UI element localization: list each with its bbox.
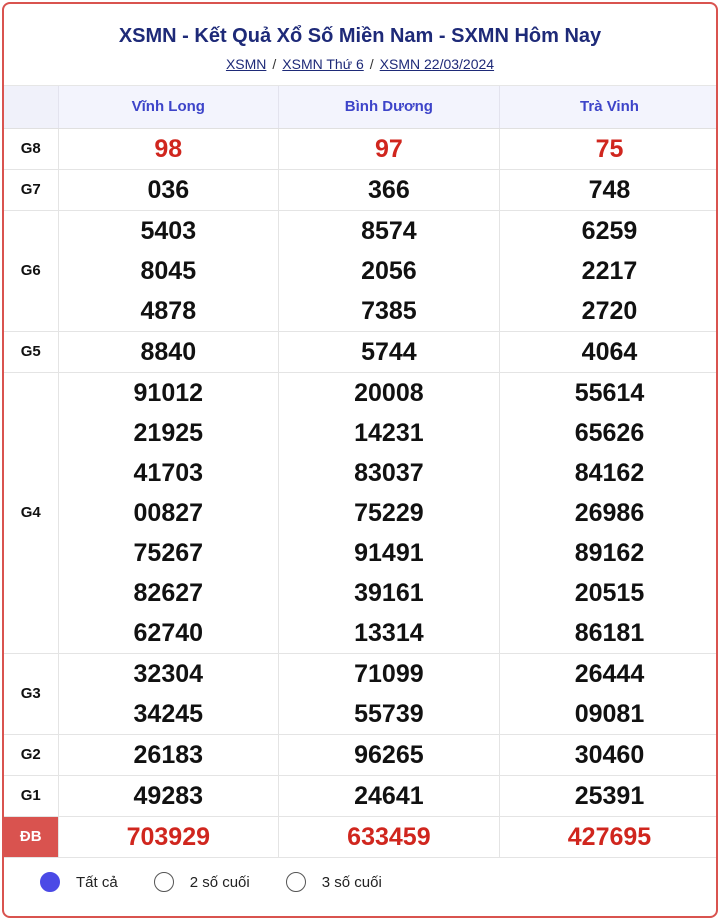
digit-filter bbox=[4, 844, 718, 918]
header-corner bbox=[4, 86, 58, 128]
prize-number: 4878 bbox=[140, 296, 197, 325]
prize-number: 366 bbox=[368, 175, 410, 204]
prize-number: 26444 bbox=[574, 659, 645, 688]
prize-row-g4 bbox=[4, 372, 718, 653]
prize-label: G1 bbox=[4, 775, 58, 816]
results-table bbox=[4, 86, 718, 858]
prize-number: 82627 bbox=[133, 578, 204, 607]
prize-cell bbox=[499, 331, 718, 372]
prize-cell bbox=[499, 653, 718, 734]
province-header[interactable]: Bình Dương bbox=[279, 86, 500, 128]
prize-number: 71099 bbox=[354, 659, 424, 688]
prize-cell bbox=[279, 734, 500, 775]
filter-option-label: 2 số cuối bbox=[189, 873, 250, 891]
prize-label: G4 bbox=[4, 372, 58, 653]
prize-row-g5 bbox=[4, 331, 718, 372]
prize-number: 20515 bbox=[574, 578, 645, 607]
prize-cell bbox=[279, 331, 500, 372]
prize-cell bbox=[58, 775, 279, 816]
prize-number: 13314 bbox=[354, 618, 424, 647]
prize-number: 427695 bbox=[567, 822, 652, 851]
prize-label: G3 bbox=[4, 653, 58, 734]
breadcrumb-link-weekday[interactable]: XSMN Thứ 6 bbox=[282, 56, 364, 72]
prize-cell bbox=[279, 210, 500, 331]
prize-label: G6 bbox=[4, 210, 58, 331]
prize-row-g2 bbox=[4, 734, 718, 775]
breadcrumb-link-xsmn[interactable]: XSMN bbox=[225, 56, 267, 72]
prize-number: 32304 bbox=[133, 659, 204, 688]
prize-number: 24641 bbox=[354, 781, 424, 810]
prize-number: 5403 bbox=[140, 216, 197, 245]
radio-button[interactable] bbox=[40, 872, 60, 892]
prize-cell bbox=[279, 372, 500, 653]
prize-number: 75 bbox=[595, 134, 624, 163]
prize-cell bbox=[499, 210, 718, 331]
prize-number: 2217 bbox=[581, 256, 638, 285]
province-header[interactable]: Vĩnh Long bbox=[58, 86, 279, 128]
prize-cell bbox=[58, 128, 279, 169]
prize-number: 2720 bbox=[581, 296, 638, 325]
prize-number: 62740 bbox=[133, 618, 204, 647]
prize-row-g6 bbox=[4, 210, 718, 331]
prize-cell bbox=[279, 653, 500, 734]
results-card bbox=[2, 2, 718, 918]
prize-number: 39161 bbox=[354, 578, 424, 607]
filter-option-label: Tất cả bbox=[76, 873, 118, 891]
prize-number: 97 bbox=[374, 134, 403, 163]
prize-label: G7 bbox=[4, 169, 58, 210]
filter-option-label: 3 số cuối bbox=[321, 873, 382, 891]
prize-number: 65626 bbox=[574, 418, 645, 447]
prize-number: 748 bbox=[588, 175, 631, 204]
prize-number: 86181 bbox=[574, 618, 645, 647]
prize-number: 26183 bbox=[133, 740, 204, 769]
prize-number: 2056 bbox=[361, 256, 417, 285]
prize-number: 83037 bbox=[354, 458, 424, 487]
prize-cell bbox=[499, 775, 718, 816]
prize-cell bbox=[279, 775, 500, 816]
prize-cell bbox=[58, 169, 279, 210]
prize-cell bbox=[279, 128, 500, 169]
prize-number: 30460 bbox=[574, 740, 645, 769]
prize-cell bbox=[58, 331, 279, 372]
prize-cell bbox=[58, 210, 279, 331]
prize-row-g7 bbox=[4, 169, 718, 210]
prize-number: 21925 bbox=[133, 418, 204, 447]
prize-number: 20008 bbox=[354, 378, 424, 407]
prize-cell bbox=[279, 169, 500, 210]
breadcrumb-separator: / bbox=[369, 56, 374, 72]
filter-option-last-2[interactable] bbox=[154, 872, 250, 892]
prize-number: 8840 bbox=[140, 337, 197, 366]
prize-number: 8574 bbox=[361, 216, 417, 245]
prize-row-g1 bbox=[4, 775, 718, 816]
prize-number: 036 bbox=[147, 175, 190, 204]
prize-number: 26986 bbox=[574, 498, 645, 527]
prize-cell bbox=[58, 653, 279, 734]
prize-number: 7385 bbox=[361, 296, 417, 325]
province-header-row bbox=[4, 86, 718, 128]
prize-number: 25391 bbox=[574, 781, 645, 810]
prize-number: 55739 bbox=[354, 699, 424, 728]
breadcrumb bbox=[4, 55, 716, 73]
filter-option-last-3[interactable] bbox=[286, 872, 382, 892]
prize-label: G8 bbox=[4, 128, 58, 169]
prize-number: 84162 bbox=[574, 458, 645, 487]
prize-number: 14231 bbox=[354, 418, 424, 447]
prize-number: 49283 bbox=[133, 781, 204, 810]
prize-cell bbox=[58, 734, 279, 775]
prize-number: 4064 bbox=[581, 337, 638, 366]
prize-number: 91012 bbox=[133, 378, 204, 407]
prize-number: 75267 bbox=[133, 538, 204, 567]
filter-option-all[interactable] bbox=[40, 872, 118, 892]
prize-number: 34245 bbox=[133, 699, 204, 728]
prize-number: 41703 bbox=[133, 458, 204, 487]
radio-button[interactable] bbox=[154, 872, 174, 892]
prize-row-g3 bbox=[4, 653, 718, 734]
prize-label: G2 bbox=[4, 734, 58, 775]
prize-number: 91491 bbox=[354, 538, 424, 567]
prize-cell bbox=[499, 734, 718, 775]
page-title: XSMN - Kết Quả Xổ Số Miền Nam - SXMN Hôm Nay bbox=[118, 25, 602, 47]
prize-cell bbox=[499, 128, 718, 169]
prize-number: 98 bbox=[154, 134, 183, 163]
prize-number: 75229 bbox=[354, 498, 424, 527]
breadcrumb-separator: / bbox=[272, 56, 277, 72]
prize-number: 5744 bbox=[361, 337, 417, 366]
results-header bbox=[4, 4, 716, 86]
prize-number: 8045 bbox=[140, 256, 197, 285]
prize-rows bbox=[4, 128, 718, 857]
prize-cell bbox=[58, 372, 279, 653]
prize-number: 89162 bbox=[574, 538, 645, 567]
prize-label: ĐB bbox=[4, 816, 58, 857]
prize-cell bbox=[499, 372, 718, 653]
prize-number: 00827 bbox=[133, 498, 204, 527]
prize-number: 703929 bbox=[126, 822, 211, 851]
prize-row-g8 bbox=[4, 128, 718, 169]
province-header[interactable]: Trà Vinh bbox=[499, 86, 718, 128]
prize-number: 633459 bbox=[347, 822, 431, 851]
breadcrumb-link-date[interactable]: XSMN 22/03/2024 bbox=[379, 56, 495, 72]
radio-button[interactable] bbox=[286, 872, 306, 892]
prize-label: G5 bbox=[4, 331, 58, 372]
prize-number: 6259 bbox=[581, 216, 638, 245]
prize-number: 09081 bbox=[574, 699, 645, 728]
prize-number: 55614 bbox=[574, 378, 645, 407]
prize-number: 96265 bbox=[354, 740, 424, 769]
prize-cell bbox=[499, 169, 718, 210]
